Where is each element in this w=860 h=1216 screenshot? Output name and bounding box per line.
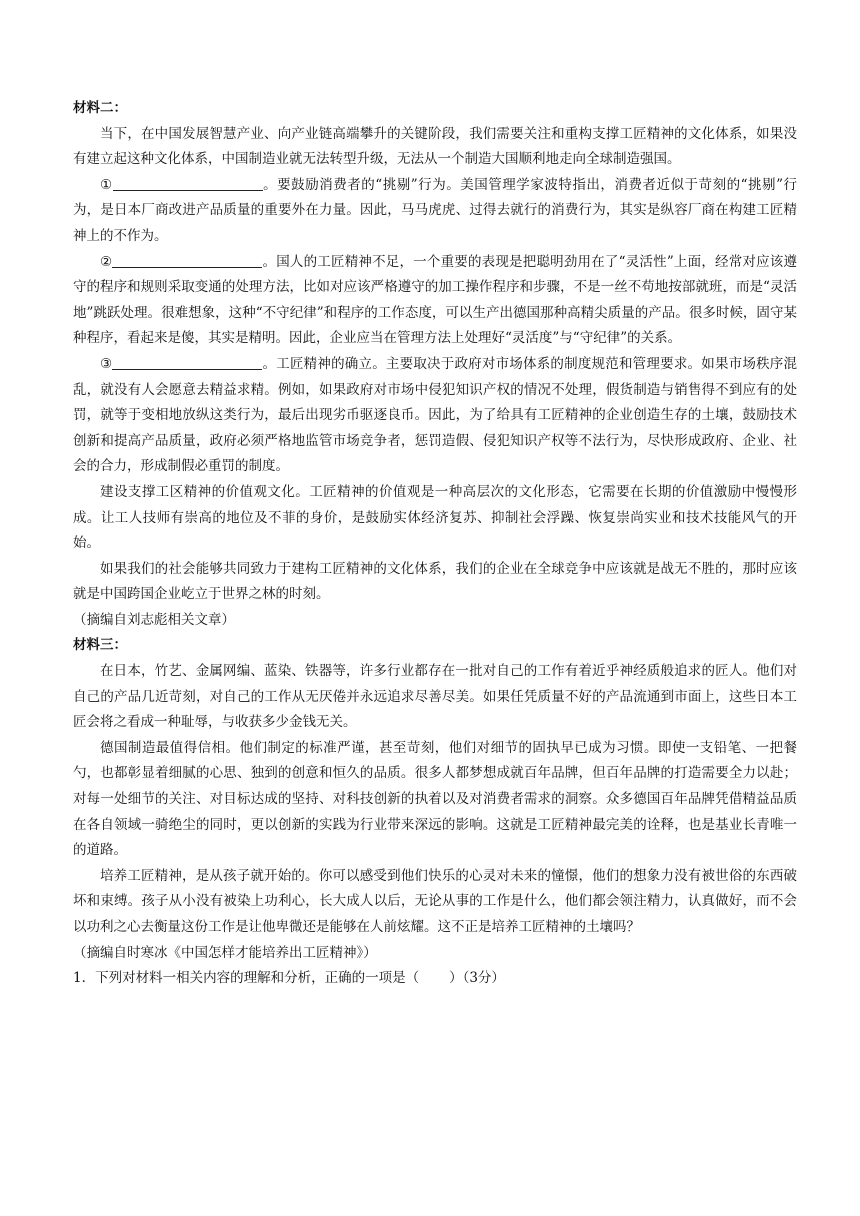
question-1 <box>73 966 797 992</box>
material-2-paragraph <box>73 173 797 250</box>
question-stem: 1．下列对材料一相关内容的理解和分析，正确的一项是（ <box>73 970 420 987</box>
material-2-paragraph <box>73 250 797 352</box>
document-page <box>73 96 797 992</box>
material-2-heading: 材料二： <box>73 100 127 116</box>
material-2-paragraph: 建设支撑工区精神的价值观文化。工匠精神的价值观是一种高层次的文化形态，它需要在长期的价值激励中慢慢形成。让工人技师有崇高的地位及不菲的身价，是鼓励实体经济复苏、抑制社会浮躁、恢复崇尚实业和技术技能风气的开始。 <box>73 483 797 552</box>
material-2-paragraph: 当下，在中国发展智慧产业、向产业链高端攀升的关键阶段，我们需要关注和重构支撑工匠精神的文化体系，如果没有建立起这种文化体系，中国制造业就无法转型升级，无法从一个制造大国顺利地走向全球制造强国。 <box>73 125 797 168</box>
material-2-paragraph: 如果我们的社会能够共同致力于建构工匠精神的文化体系，我们的企业在全球竞争中应该就是战无不胜的，那时应该就是中国跨国企业屹立于世界之林的时刻。 <box>73 560 797 603</box>
question-score: ）（3分） <box>449 970 505 987</box>
paragraph-text: 。要鼓励消费者的“挑剔”行为。美国管理学家波特指出，消费者近似于苛刻的“挑剔”行为，是日本厂商改进产品质量的重要外在力量。因此，马马虎虎、过得去就行的消费行为，其实是纵容厂商在构建工匠精神上的不作为。 <box>73 176 797 244</box>
material-3-paragraph: 德国制造最值得信相。他们制定的标准严谨，甚至苛刻，他们对细节的固执早已成为习惯。即使一支铅笔、一把餐勺，也都彰显着细腻的心思、独到的创意和恒久的品质。很多人都梦想成就百年品牌，但百年品牌的打造需要全力以赴；对每一处细节的关注、对目标达成的坚持、对科技创新的执着以及对消费者需求的洞察。众多德国百年品牌凭借精益品质在各自领域一骑绝尘的同时，更以创新的实践为行业带来深远的影响。这就是工匠精神最完美的诠释，也是基业长青唯一的道路。 <box>73 739 797 859</box>
answer-blank <box>112 253 262 268</box>
material-3-heading: 材料三： <box>73 637 127 654</box>
source-citation: （摘编自刘志彪相关文章） <box>73 611 235 628</box>
paragraph-text: 。工匠精神的确立。主要取决于政府对市场体系的制度规范和管理要求。如果市场秩序混乱，就没有人会愿意去精益求精。例如，如果政府对市场中侵犯知识产权的情况不处理，假货制造与销售得不到应有的处罚，就等于变相地放纵这类行为，最后出现劣币驱逐良币。因此，为了给具有工匠精神的企业创造生存的土壤，鼓励技术创新和提高产品质量，政府必须严格地监管市场竞争者，惩罚造假、侵犯知识产权等不法行为，尽快形成政府、企业、社会的合力，形成制假必重罚的制度。 <box>73 355 797 475</box>
material-2-paragraph <box>73 352 797 480</box>
item-number: ③ <box>100 355 113 372</box>
answer-blank <box>113 176 263 191</box>
paragraph-text: 。国人的工匠精神不足，一个重要的表现是把聪明劲用在了“灵活性”上面，经常对应该遵守的程序和规则采取变通的处理方法，比如对应该严格遵守的加工操作程序和步骤，不是一丝不苟地按部就班，而是“灵活地”跳跃处理。很难想象，这种“不守纪律”和程序的工作态度，可以生产出德国那种高精尖质量的产品。很多时候，固守某种程序，看起来是傻，其实是精明。因此，企业应当在管理方法上处理好“灵活度”与“守纪律”的关系。 <box>73 253 797 347</box>
material-3-paragraph: 培养工匠精神，是从孩子就开始的。你可以感受到他们快乐的心灵对未来的憧憬，他们的想象力没有被世俗的东西破坏和束缚。孩子从小没有被染上功利心，长大成人以后，无论从事的工作是什么，他们都会领注精力，认真做好，而不会以功利之心去衡量这份工作是让他卑微还是能够在人前炫耀。这不正是培养工匠精神的土壤吗？ <box>73 867 797 935</box>
material-3-paragraph: 在日本，竹艺、金属网编、蓝染、铁器等，许多行业都存在一批对自己的工作有着近乎神经质般追求的匠人。他们对自己的产品几近苛刻，对自己的工作从无厌倦并永远追求尽善尽美。如果任凭质量不好的产品流通到市面上，这些日本工匠会将之看成一种耻辱，与收获多少金钱无关。 <box>73 663 797 731</box>
source-citation: （摘编自时寒冰《中国怎样才能培养出工匠精神》） <box>73 944 377 961</box>
item-number: ① <box>100 176 113 193</box>
answer-blank <box>112 355 262 370</box>
item-number: ② <box>100 253 113 270</box>
